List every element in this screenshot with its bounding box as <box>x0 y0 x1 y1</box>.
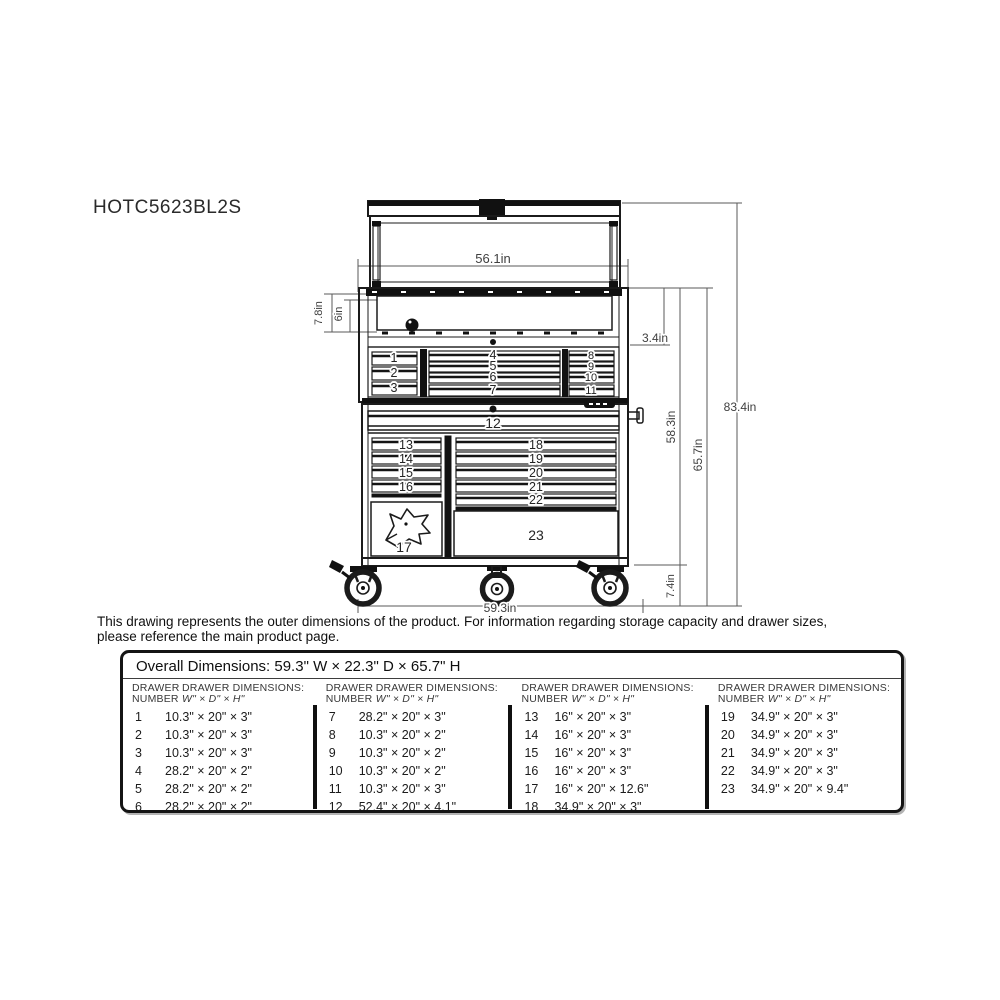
drawer-label-5: 5 <box>489 359 497 373</box>
dim-open-height: 83.4in <box>723 400 757 414</box>
drawer-spec-column-3 <box>512 681 704 813</box>
drawer-label-23: 23 <box>528 527 544 543</box>
column-header-dimensions: DRAWER DIMENSIONS: W" × D" × H" <box>767 682 891 705</box>
drawer-spec-row: 10 10.3" × 20" × 2" <box>328 764 446 778</box>
drawer-label-13: 13 <box>399 438 413 452</box>
column-header-dimensions: DRAWER DIMENSIONS: W" × D" × H" <box>375 682 498 705</box>
drawer-spec-row: 9 10.3" × 20" × 2" <box>328 746 446 760</box>
dim-tray-depth: 6in <box>333 306 345 322</box>
drawer-spec-row: 11 10.3" × 20" × 3" <box>328 782 446 796</box>
drawer-label-11: 11 <box>585 385 597 397</box>
drawer-spec-row: 23 34.9" × 20" × 9.4" <box>720 782 849 796</box>
drawer-spec-row: 16 16" × 20" × 3" <box>524 764 632 778</box>
disclaimer <box>97 615 925 644</box>
drawer-spec-row: 13 16" × 20" × 3" <box>524 710 632 724</box>
drawer-spec-row: 15 16" × 20" × 3" <box>524 746 632 760</box>
column-header <box>521 683 702 704</box>
drawer-label-18: 18 <box>529 438 543 452</box>
dim-lid-width: 56.1in <box>475 251 511 266</box>
overall-dimensions-title: Overall Dimensions: 59.3" W × 22.3" D × 65.7" H <box>123 653 901 679</box>
drawer-label-17: 17 <box>396 539 412 555</box>
drawer-spec-row: 7 28.2" × 20" × 3" <box>328 710 446 724</box>
power-grommet <box>406 319 419 332</box>
lid <box>368 199 620 289</box>
drawer-label-2: 2 <box>390 366 398 380</box>
drawer-spec-row: 14 16" × 20" × 3" <box>524 728 632 742</box>
drawer-spec-column-1 <box>123 681 313 813</box>
drawer-label-9: 9 <box>587 361 595 373</box>
spec-table-body <box>123 679 901 813</box>
gas-strut-left <box>372 221 381 288</box>
lid-latch <box>479 199 505 215</box>
column-header-number: DRAWER NUMBER <box>325 682 374 705</box>
drawer-label-21: 21 <box>529 480 543 494</box>
caster-left <box>329 560 379 604</box>
side-handle <box>628 408 643 423</box>
dimension-lines <box>324 203 742 613</box>
drawer-label-15: 15 <box>399 466 413 480</box>
drawer-label-3: 3 <box>390 381 398 395</box>
drawer-label-20: 20 <box>529 466 543 480</box>
drawer-spec-table <box>120 650 904 813</box>
drawer-spec-row: 22 34.9" × 20" × 3" <box>720 764 838 778</box>
brake-lever-right <box>576 560 591 573</box>
dim-caster-height: 7.4in <box>665 574 677 598</box>
drawer-label-14: 14 <box>399 452 413 466</box>
disclaimer-line-1: This drawing represents the outer dimensions of the product. For information regarding storage capacity and drawer sizes, <box>97 614 828 629</box>
drawer-label-8: 8 <box>587 350 595 362</box>
drawer-spec-row: 3 10.3" × 20" × 3" <box>135 746 252 760</box>
drawer-spec-row: 5 28.2" × 20" × 2" <box>135 782 252 796</box>
column-header-number: DRAWER NUMBER <box>717 682 766 705</box>
caster-center <box>483 566 512 604</box>
drawer-spec-row: 18 34.9" × 20" × 3" <box>524 800 642 813</box>
drawer-spec-row: 6 28.2" × 20" × 2" <box>135 800 252 813</box>
caster-right <box>576 560 626 604</box>
drawer-spec-row: 19 34.9" × 20" × 3" <box>720 710 838 724</box>
drawer-label-12: 12 <box>485 415 501 431</box>
drawer-label-10: 10 <box>584 372 598 384</box>
drawer-spec-row: 8 10.3" × 20" × 2" <box>328 728 446 742</box>
disclaimer-line-2: please reference the main product page. <box>97 628 340 644</box>
brake-lever-left <box>329 560 344 573</box>
drawer-label-1: 1 <box>390 351 398 365</box>
column-header <box>718 683 899 704</box>
technical-drawing <box>300 185 770 625</box>
column-header <box>326 683 507 704</box>
drawer-label-16: 16 <box>399 480 413 494</box>
drawer-label-22: 22 <box>529 493 543 507</box>
drawer-label-6: 6 <box>489 370 497 384</box>
drawer-spec-row: 12 52.4" × 20" × 4.1" <box>328 800 457 813</box>
gas-strut-right <box>609 221 618 288</box>
drawer-label-4: 4 <box>489 348 497 362</box>
front-lock-knob <box>490 339 496 345</box>
dim-overall-height: 65.7in <box>691 438 705 472</box>
dim-top-depth: 7.8in <box>313 301 325 325</box>
drawer-label-7: 7 <box>489 383 497 397</box>
dim-lip-height: 3.4in <box>641 331 669 345</box>
drawer-spec-row: 1 10.3" × 20" × 3" <box>135 710 252 724</box>
drawer-spec-row: 4 28.2" × 20" × 2" <box>135 764 252 778</box>
drawer-spec-row: 2 10.3" × 20" × 3" <box>135 728 252 742</box>
drawer-spec-row: 20 34.9" × 20" × 3" <box>720 728 838 742</box>
drawer-spec-column-4 <box>709 681 901 809</box>
model-number: HOTC5623BL2S <box>93 197 242 218</box>
column-header-dimensions: DRAWER DIMENSIONS: W" × D" × H" <box>571 682 694 705</box>
dim-body-height: 58.3in <box>664 410 678 444</box>
column-header-number: DRAWER NUMBER <box>521 682 569 705</box>
drawer-spec-column-2 <box>317 681 509 813</box>
drawer-label-19: 19 <box>529 452 543 466</box>
column-header <box>132 683 311 704</box>
column-header-dimensions: DRAWER DIMENSIONS: W" × D" × H" <box>182 682 305 705</box>
drawer-spec-row: 17 16" × 20" × 12.6" <box>524 782 649 796</box>
dim-overall-width: 59.3in <box>483 601 517 615</box>
column-header-number: DRAWER NUMBER <box>132 682 180 705</box>
drawer-spec-row: 21 34.9" × 20" × 3" <box>720 746 838 760</box>
